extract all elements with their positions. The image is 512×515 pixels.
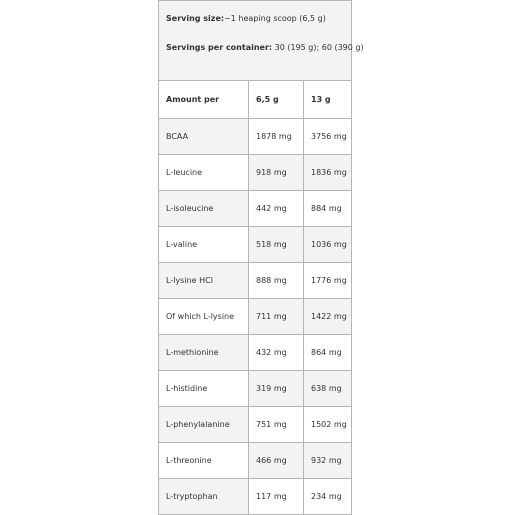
table-row bbox=[159, 155, 352, 191]
table-row bbox=[159, 191, 352, 227]
amount-6-5g: 751 mg bbox=[249, 407, 304, 443]
column-header-13g: 13 g bbox=[304, 81, 352, 119]
servings-per-container-label: Servings per container: bbox=[166, 43, 273, 52]
table-row bbox=[159, 443, 352, 479]
amount-6-5g: 711 mg bbox=[249, 299, 304, 335]
amount-6-5g: 319 mg bbox=[249, 371, 304, 407]
amount-13g: 234 mg bbox=[304, 479, 352, 515]
table-row bbox=[159, 119, 352, 155]
ingredient-name: L-isoleucine bbox=[159, 191, 249, 227]
table-row bbox=[159, 227, 352, 263]
amount-13g: 1422 mg bbox=[304, 299, 352, 335]
servings-per-container-value: 30 (195 g); 60 (390 g) bbox=[272, 43, 364, 52]
ingredient-name: L-threonine bbox=[159, 443, 249, 479]
column-header-row bbox=[159, 81, 352, 119]
amount-6-5g: 888 mg bbox=[249, 263, 304, 299]
serving-info-row bbox=[159, 1, 352, 81]
ingredient-name: L-histidine bbox=[159, 371, 249, 407]
supplement-facts-table bbox=[158, 0, 364, 515]
ingredient-name: L-lysine HCl bbox=[159, 263, 249, 299]
amount-13g: 638 mg bbox=[304, 371, 352, 407]
ingredient-name: BCAA bbox=[159, 119, 249, 155]
amount-13g: 884 mg bbox=[304, 191, 352, 227]
amount-13g: 864 mg bbox=[304, 335, 352, 371]
servings-per-container-line bbox=[166, 42, 364, 54]
amount-13g: 1836 mg bbox=[304, 155, 352, 191]
column-header-6-5g: 6,5 g bbox=[249, 81, 304, 119]
table-row bbox=[159, 299, 352, 335]
table-row bbox=[159, 371, 352, 407]
ingredient-name: L-methionine bbox=[159, 335, 249, 371]
ingredient-name: Of which L-lysine bbox=[159, 299, 249, 335]
amount-6-5g: 466 mg bbox=[249, 443, 304, 479]
amount-6-5g: 518 mg bbox=[249, 227, 304, 263]
serving-size-label: Serving size: bbox=[166, 14, 225, 23]
amount-13g: 1776 mg bbox=[304, 263, 352, 299]
ingredient-name: L-phenylalanine bbox=[159, 407, 249, 443]
ingredient-name: L-valine bbox=[159, 227, 249, 263]
amount-6-5g: 1878 mg bbox=[249, 119, 304, 155]
table-row bbox=[159, 263, 352, 299]
table-row bbox=[159, 407, 352, 443]
column-header-amount-per: Amount per bbox=[159, 81, 249, 119]
amount-6-5g: 432 mg bbox=[249, 335, 304, 371]
ingredient-name: L-leucine bbox=[159, 155, 249, 191]
amount-6-5g: 918 mg bbox=[249, 155, 304, 191]
amount-13g: 3756 mg bbox=[304, 119, 352, 155]
amount-13g: 1502 mg bbox=[304, 407, 352, 443]
serving-info-cell bbox=[159, 1, 364, 81]
table-row bbox=[159, 335, 352, 371]
serving-size-line bbox=[166, 13, 351, 25]
ingredient-name: L-tryptophan bbox=[159, 479, 249, 515]
amount-13g: 1036 mg bbox=[304, 227, 352, 263]
serving-size-value: ~1 heaping scoop (6,5 g) bbox=[224, 14, 326, 23]
amount-6-5g: 442 mg bbox=[249, 191, 304, 227]
amount-13g: 932 mg bbox=[304, 443, 352, 479]
amount-6-5g: 117 mg bbox=[249, 479, 304, 515]
table-row bbox=[159, 479, 352, 515]
